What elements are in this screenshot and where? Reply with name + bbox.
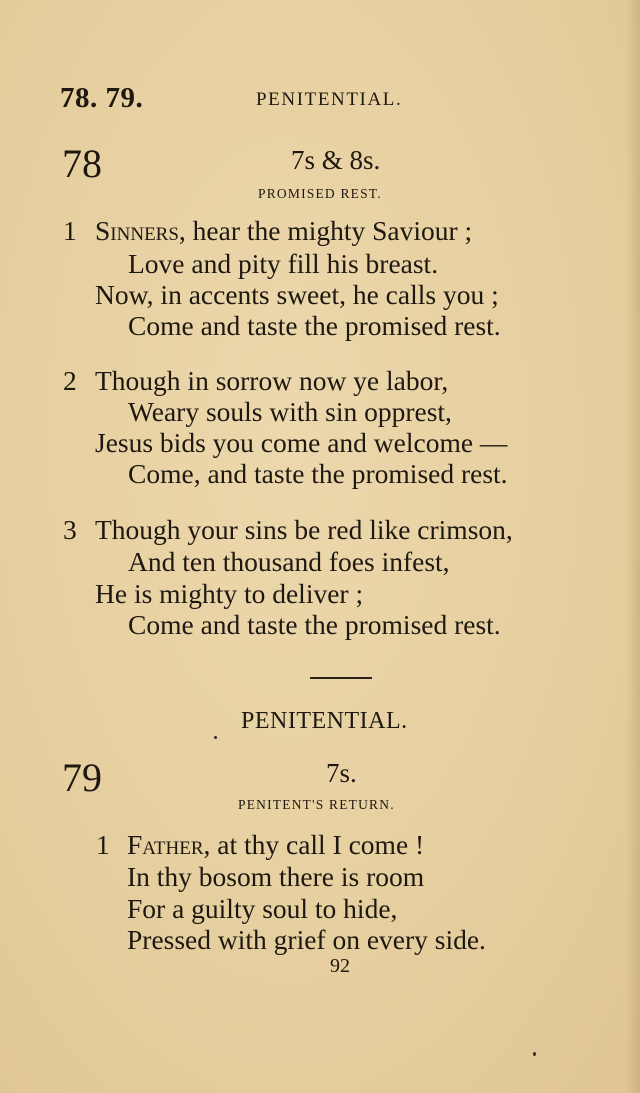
hymn-78-tune: PROMISED REST. xyxy=(258,186,382,201)
verse-line: Come, and taste the promised rest. xyxy=(128,458,508,489)
verse-line xyxy=(95,215,472,247)
verse-line-text: , at thy call I come ! xyxy=(203,829,425,860)
first-word-small-caps: Father xyxy=(127,829,204,860)
verse-line: Weary souls with sin opprest, xyxy=(128,396,452,427)
verse-line: For a guilty soul to hide, xyxy=(127,893,398,924)
verse-number: 1 xyxy=(96,829,110,860)
ink-speck xyxy=(533,1052,536,1056)
verse-line: Love and pity fill his breast. xyxy=(128,248,439,279)
page-number: 92 xyxy=(330,955,350,977)
first-word-small-caps: Sinners xyxy=(95,215,179,246)
verse-number: 1 xyxy=(63,215,77,246)
page-edge-shadow xyxy=(626,0,640,1093)
verse-number: 2 xyxy=(63,365,77,396)
hymn-78-number: 78 xyxy=(62,141,102,186)
verse-line: Now, in accents sweet, he calls you ; xyxy=(95,279,499,310)
section-heading: PENITENTIAL. xyxy=(241,708,408,734)
verse-line: In thy bosom there is room xyxy=(127,861,425,892)
verse-line: Come and taste the promised rest. xyxy=(128,609,501,640)
verse-line: He is mighty to deliver ; xyxy=(95,578,364,609)
ink-speck xyxy=(214,736,217,739)
verse-line: And ten thousand foes infest, xyxy=(128,546,450,577)
verse-line: Jesus bids you come and welcome — xyxy=(95,427,508,458)
hymn-79-meter: 7s. xyxy=(326,758,357,788)
running-header-numbers: 78. 79. xyxy=(60,82,144,114)
verse-line: Pressed with grief on every side. xyxy=(127,924,486,955)
hymn-79-tune: PENITENT'S RETURN. xyxy=(238,797,395,812)
verse-line: Come and taste the promised rest. xyxy=(128,310,501,341)
hymn-78-meter: 7s & 8s. xyxy=(291,145,381,175)
section-divider xyxy=(310,677,372,679)
verse-number: 3 xyxy=(63,514,77,545)
hymn-79-number: 79 xyxy=(62,755,102,800)
running-header-section: PENITENTIAL. xyxy=(256,89,403,110)
verse-line: Though in sorrow now ye labor, xyxy=(95,365,449,396)
verse-line-text: , hear the mighty Saviour ; xyxy=(178,215,473,246)
verse-line: Though your sins be red like crimson, xyxy=(95,514,513,545)
verse-line xyxy=(127,829,424,861)
